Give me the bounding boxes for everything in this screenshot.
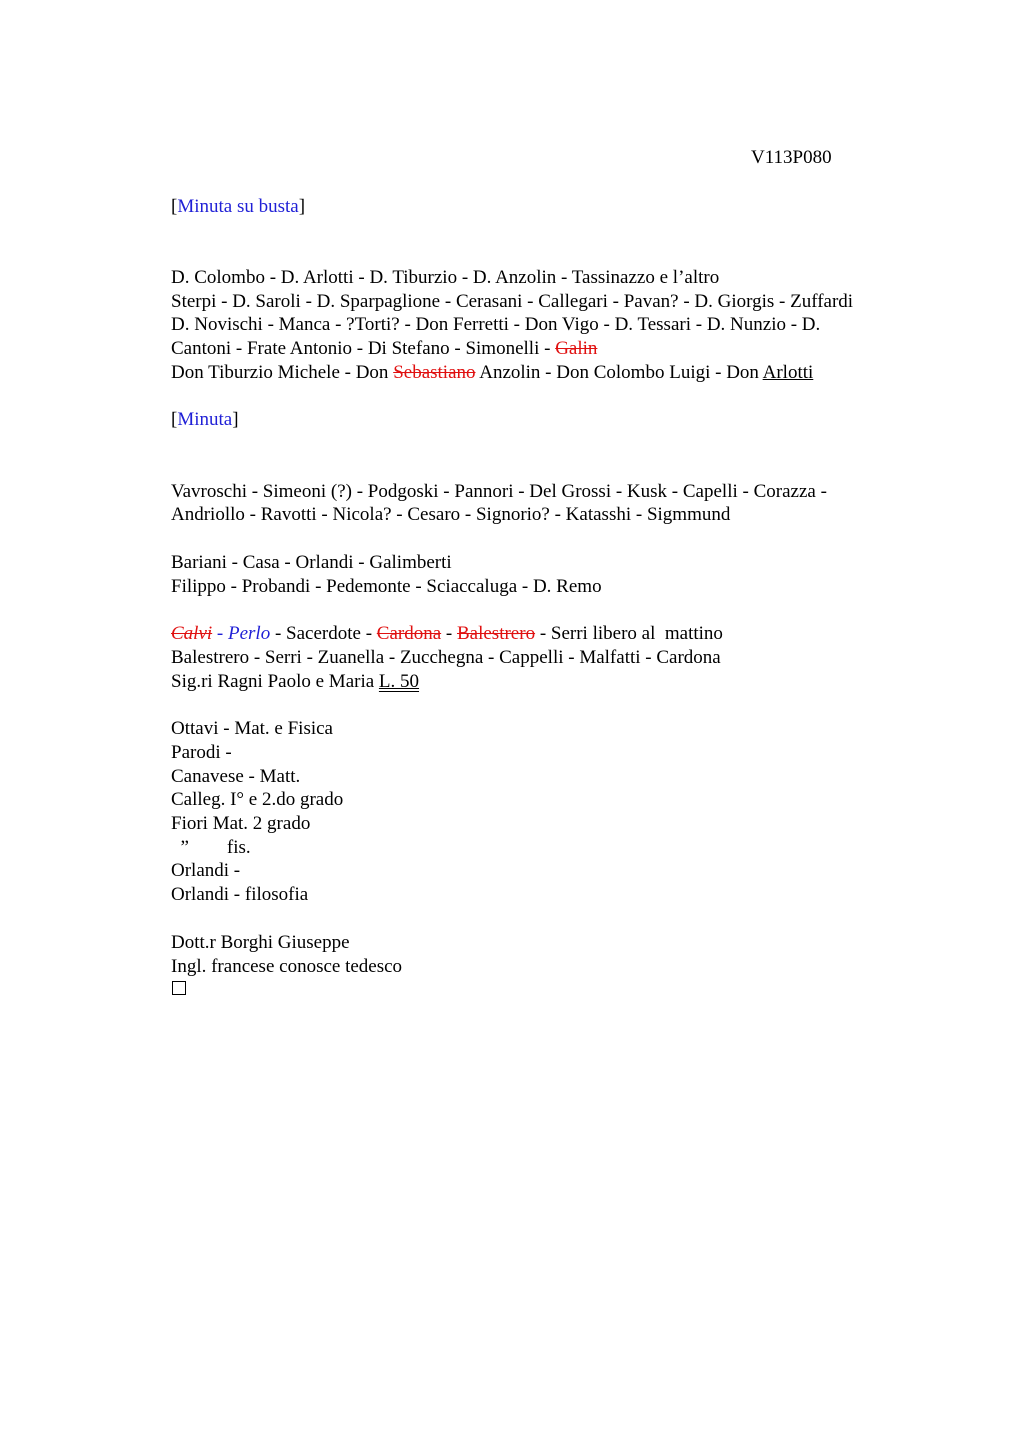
bracket-open: [ (171, 409, 178, 430)
draft-line: Dott.r Borghi Giuseppe (171, 932, 350, 953)
struck-name: Sebastiano (393, 362, 476, 383)
section-heading-envelope (171, 195, 305, 219)
document-reference: V113P080 (751, 147, 832, 168)
draft-line: Vavroschi - Simeoni (?) - Podgoski - Pannori - Del Grossi - Kusk - Capelli - Corazza - (171, 481, 827, 502)
bracket-close: ] (298, 196, 306, 217)
envelope-line: D. Novischi - Manca - ?Torti? - Don Ferretti - Don Vigo - D. Tessari - D. Nunzio - D. (171, 314, 821, 335)
envelope-line: Sterpi - D. Saroli - D. Sparpaglione - Cerasani - Callegari - Pavan? - D. Giorgis - Zuffardi (171, 291, 854, 312)
subject-line: Orlandi - filosofia (171, 884, 309, 905)
draft-line: Bariani - Casa - Orlandi - Galimberti (171, 552, 452, 573)
text-segment: Anzolin - Don Colombo Luigi - Don (475, 362, 763, 383)
subject-line: Ottavi - Mat. e Fisica (171, 718, 333, 739)
draft-line: Ingl. francese conosce tedesco (171, 956, 403, 977)
draft-line: Balestrero - Serri - Zuanella - Zucchegna - Cappelli - Malfatti - Cardona (171, 647, 721, 668)
envelope-line (171, 337, 597, 361)
text-segment: - (441, 623, 457, 644)
draft-line (171, 670, 419, 694)
subject-line: ” fis. (171, 837, 251, 858)
text-segment: Cantoni - Frate Antonio - Di Stefano - Simonelli - (171, 338, 556, 359)
text-segment: - Serri libero al mattino (535, 623, 723, 644)
underlined-name: Arlotti (762, 362, 814, 383)
subject-line: Calleg. I° e 2.do grado (171, 789, 344, 810)
text-segment: - Sacerdote - (270, 623, 377, 644)
struck-name: Cardona (376, 623, 442, 644)
section-heading-draft (171, 408, 239, 432)
amount: L. 50 (378, 671, 420, 692)
text-segment: Don Tiburzio Michele - Don (171, 362, 394, 383)
draft-line: Filippo - Probandi - Pedemonte - Sciaccaluga - D. Remo (171, 576, 602, 597)
bracket-close: ] (232, 409, 239, 430)
envelope-line: D. Colombo - D. Arlotti - D. Tiburzio - D. Anzolin - Tassinazzo e l’altro (171, 267, 720, 288)
envelope-label: Minuta su busta (177, 196, 299, 217)
bracket-open: [ (171, 196, 178, 217)
subject-line: Fiori Mat. 2 grado (171, 813, 311, 834)
draft-label: Minuta (177, 409, 233, 430)
checkbox-glyph (172, 981, 186, 995)
inserted-name: - Perlo (212, 623, 271, 644)
struck-name: Calvi (171, 623, 213, 644)
text-segment: Sig.ri Ragni Paolo e Maria (171, 671, 379, 692)
draft-line (171, 622, 723, 646)
struck-name: Galin (555, 338, 598, 359)
subject-line: Canavese - Matt. (171, 766, 301, 787)
subject-line: Parodi - (171, 742, 232, 763)
struck-name: Balestrero (456, 623, 536, 644)
subject-line: Orlandi - (171, 860, 241, 881)
envelope-line (171, 361, 813, 385)
draft-line: Andriollo - Ravotti - Nicola? - Cesaro - Signorio? - Katasshi - Sigmmund (171, 504, 731, 525)
